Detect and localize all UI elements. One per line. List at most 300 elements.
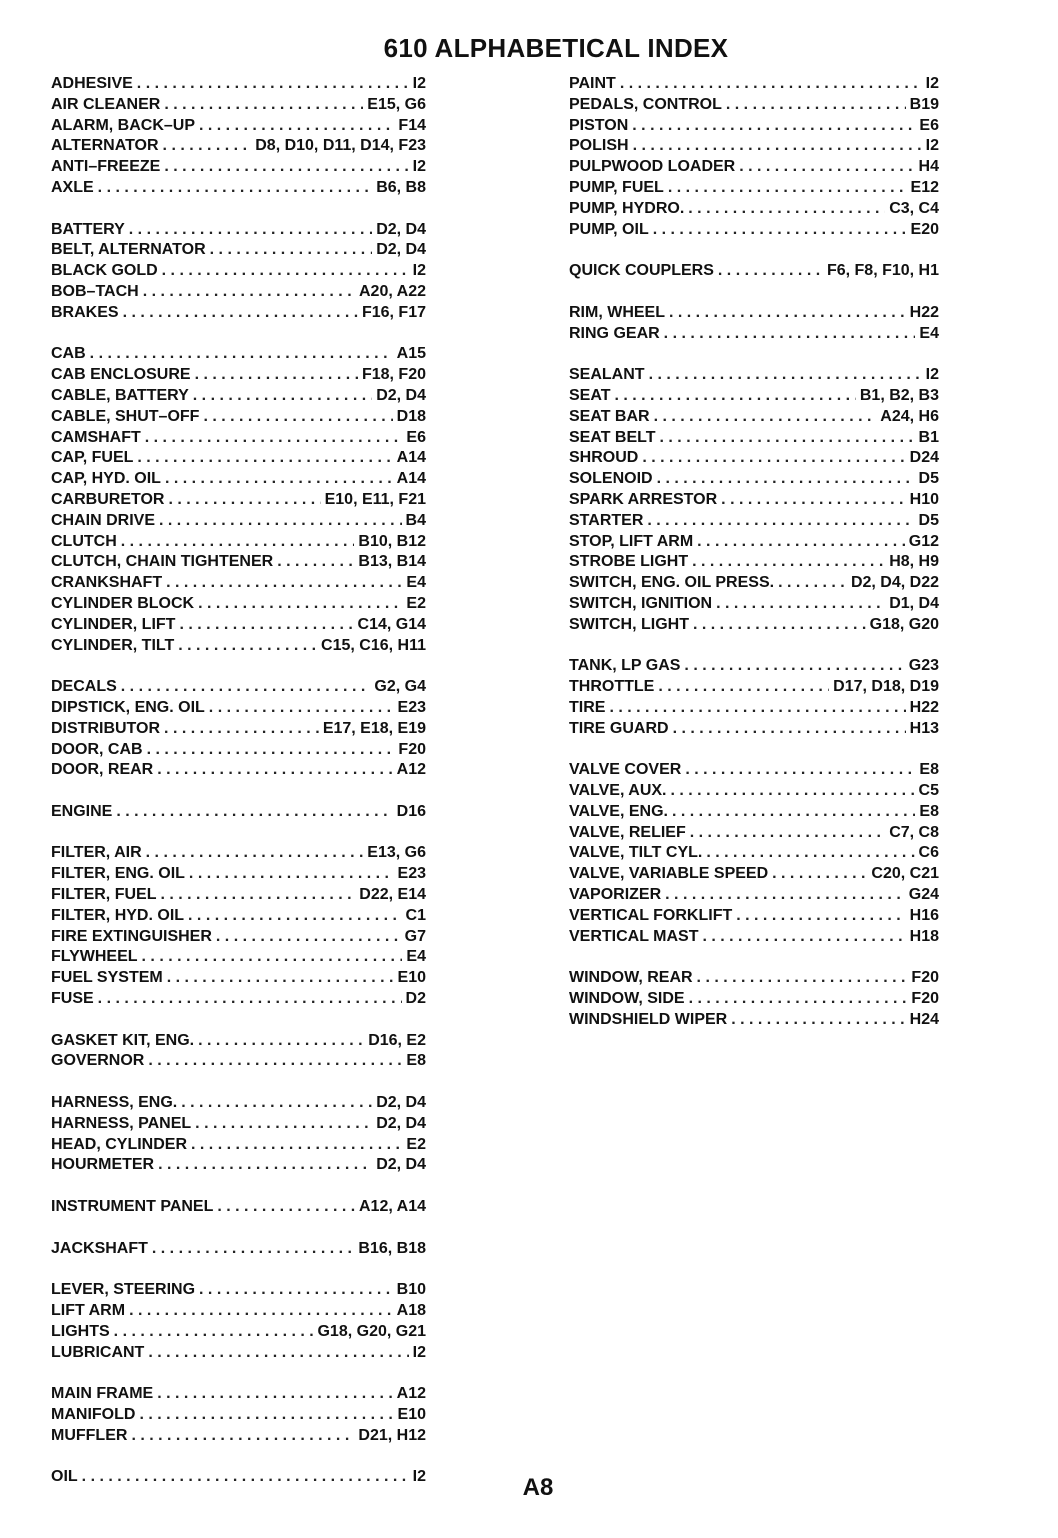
index-entry [51,261,426,282]
index-page-refs: A14 [396,470,426,488]
index-term: FILTER, ENG. OIL [51,865,185,883]
index-page-refs: A15 [396,345,426,363]
index-term: PUMP, FUEL [569,178,664,196]
index-term: BOB–TACH [51,282,139,300]
index-letter-group [51,1197,426,1218]
index-term: FILTER, AIR [51,844,142,862]
index-entry [51,116,426,137]
index-term: AIR CLEANER [51,95,161,113]
dot-leader [165,469,393,490]
index-term: CLUTCH [51,532,117,550]
dot-leader [673,719,906,740]
index-term: FUEL SYSTEM [51,969,163,987]
dot-leader [114,1322,314,1343]
index-term: VALVE, ENG. [569,802,668,820]
index-page-refs: H22 [909,698,939,716]
index-entry [51,178,426,199]
index-page-refs: G24 [908,886,939,904]
index-entry [51,740,426,761]
index-term: ANTI–FREEZE [51,158,161,176]
index-entry [51,927,426,948]
dot-leader [690,823,885,844]
index-term: CAMSHAFT [51,428,141,446]
dot-leader [739,157,914,178]
index-entry [569,365,939,386]
index-entry [51,95,426,116]
index-page-refs: F14 [398,116,426,134]
index-page-refs: G18, G20, G21 [317,1322,426,1340]
index-entry [51,407,426,428]
index-page-refs: C6 [918,844,939,862]
index-term: CARBURETOR [51,490,165,508]
index-term: CYLINDER, TILT [51,636,175,654]
index-page-refs: I2 [412,1468,426,1486]
dot-leader [647,511,914,532]
dot-leader [143,282,355,303]
index-term: FUSE [51,990,94,1008]
dot-leader [731,1010,905,1031]
index-entry [569,615,939,636]
index-term: DOOR, CAB [51,740,143,758]
index-entry [51,532,426,553]
index-term: SWITCH, IGNITION [569,594,713,612]
index-term: STROBE LIGHT [569,553,689,571]
dot-leader [181,1093,372,1114]
index-entry [51,1135,426,1156]
index-page-refs: B10 [396,1281,426,1299]
index-page-refs: H16 [909,906,939,924]
index-entry [51,157,426,178]
dot-leader [672,802,915,823]
index-entry [51,74,426,95]
index-page-refs: D2, D4 [376,241,426,259]
index-term: RIM, WHEEL [569,303,665,321]
index-page-refs: E6 [919,116,939,134]
index-page-refs: E17, E18, E19 [322,719,426,737]
dot-leader [632,116,915,137]
dot-leader [658,677,829,698]
index-term: LIGHTS [51,1322,110,1340]
index-term: FIRE EXTINGUISHER [51,927,212,945]
index-page-refs: B16, B18 [358,1239,426,1257]
index-entry [569,968,939,989]
index-entry [569,573,939,594]
dot-leader [98,989,402,1010]
index-entry [569,698,939,719]
index-term: VAPORIZER [569,886,662,904]
dot-leader [277,552,354,573]
index-page-refs: D2, D4 [376,386,426,404]
index-entry [569,906,939,927]
index-term: AXLE [51,178,94,196]
dot-leader [137,74,409,95]
index-page-refs: D5 [918,511,939,529]
index-letter-group [51,1239,426,1260]
index-term: GOVERNOR [51,1052,145,1070]
index-term: VERTICAL FORKLIFT [569,906,733,924]
index-page-refs: I2 [412,158,426,176]
index-entry [51,1426,426,1447]
index-entry [569,178,939,199]
index-term: OIL [51,1468,78,1486]
index-page-refs: E8 [919,802,939,820]
index-term: CAP, FUEL [51,449,134,467]
dot-leader [736,906,905,927]
dot-leader [195,365,358,386]
index-entry [569,719,939,740]
index-term: ALTERNATOR [51,137,159,155]
dot-leader [142,947,403,968]
dot-leader [160,885,355,906]
index-entry [51,365,426,386]
dot-leader [697,968,908,989]
dot-leader [152,1239,355,1260]
index-term: ADHESIVE [51,75,133,92]
dot-leader [129,1301,393,1322]
index-page-refs: E23 [397,698,426,716]
index-letter-group [51,1093,426,1176]
index-page-refs: C1 [405,906,426,924]
index-page-refs: E2 [406,1135,426,1153]
dot-leader [146,843,364,864]
dot-leader [123,303,358,324]
index-entry [569,407,939,428]
index-page-refs: H18 [909,927,939,945]
index-page-refs: G18, G20 [869,615,939,633]
index-page-refs: D2, D4 [376,1114,426,1132]
dot-leader [664,324,916,345]
index-term: PUMP, HYDRO. [569,199,685,217]
index-entry [51,220,426,241]
dot-leader [665,885,905,906]
index-term: JACKSHAFT [51,1239,148,1257]
index-term: PAINT [569,75,616,92]
index-entry [569,864,939,885]
dot-leader [145,428,403,449]
index-entry [51,719,426,740]
index-page-refs: I2 [412,75,426,92]
dot-leader [116,802,392,823]
index-page-refs: G12 [908,532,939,550]
index-entry [51,1280,426,1301]
index-term: MAIN FRAME [51,1385,154,1403]
index-entry [51,1114,426,1135]
index-page-refs: G2, G4 [374,678,426,696]
index-entry [51,594,426,615]
dot-leader [159,511,402,532]
index-term: VALVE, AUX. [569,782,667,800]
dot-leader [199,1280,393,1301]
dot-leader [191,1135,402,1156]
dot-leader [162,261,409,282]
index-page-refs: D2, D4 [376,1156,426,1174]
index-term: BATTERY [51,220,125,238]
index-page-refs: B1, B2, B3 [859,386,939,404]
index-page-refs: G23 [908,657,939,675]
dot-leader [193,386,372,407]
dot-leader [697,532,905,553]
dot-leader [668,178,907,199]
index-entry [569,490,939,511]
index-entry [569,677,939,698]
index-entry [51,573,426,594]
index-page-refs: C5 [918,782,939,800]
index-entry [51,1093,426,1114]
index-term: POLISH [569,137,629,155]
index-entry [51,947,426,968]
index-entry [569,428,939,449]
index-page-refs: A12 [396,1385,426,1403]
index-page-refs: E10 [397,969,426,987]
index-entry [51,906,426,927]
dot-leader [137,448,392,469]
dot-leader [179,615,353,636]
index-entry [569,303,939,324]
index-term: CABLE, BATTERY [51,386,189,404]
index-letter-group [51,677,426,781]
dot-leader [198,1031,364,1052]
index-page-refs: B19 [909,95,939,113]
index-term: INSTRUMENT PANEL [51,1198,214,1216]
index-page-refs: E20 [910,220,939,238]
index-entry [51,843,426,864]
index-term: TIRE GUARD [569,719,669,737]
dot-leader [203,407,392,428]
index-page-refs: E10 [397,1406,426,1423]
dot-leader [657,469,915,490]
dot-leader [217,1197,355,1218]
dot-leader [139,1405,393,1426]
index-entry [569,199,939,220]
index-term: SEAT BAR [569,407,650,425]
index-entry [569,843,939,864]
index-term: HEAD, CYLINDER [51,1135,188,1153]
index-entry [569,532,939,553]
index-page-refs: D2 [405,990,426,1008]
dot-leader [148,1051,402,1072]
index-page-refs: D24 [909,449,939,467]
index-page-refs: D21, H12 [358,1426,426,1444]
page-number: A8 [522,1474,554,1501]
dot-leader [692,552,885,573]
index-term: STOP, LIFT ARM [569,532,694,550]
index-page-refs: D22, E14 [359,886,426,904]
dot-leader [620,74,922,95]
index-entry [51,636,426,657]
index-entry [569,594,939,615]
index-page-refs: D2, D4, D22 [850,574,939,592]
index-term: MUFFLER [51,1426,128,1444]
index-term: WINDOW, REAR [569,969,693,987]
dot-leader [209,698,394,719]
index-page-refs: F16, F17 [361,303,426,321]
index-entry [51,490,426,511]
index-entry [51,885,426,906]
index-entry [569,448,939,469]
index-page-refs: D16 [396,802,426,820]
index-page-refs: G7 [404,927,426,945]
index-page-refs: A14 [396,449,426,467]
index-page-refs: E4 [919,324,939,342]
index-page-refs: E2 [406,594,426,612]
index-page-refs: C14, G14 [357,615,426,633]
index-term: HOURMETER [51,1156,155,1174]
index-entry [51,1031,426,1052]
index-page-refs: F6, F8, F10, H1 [826,262,939,280]
dot-leader [216,927,401,948]
index-entry [569,220,939,241]
index-page-refs: H22 [909,303,939,321]
index-page-refs: C15, C16, H11 [321,636,426,654]
index-term: CLUTCH, CHAIN TIGHTENER [51,553,274,571]
dot-leader [649,365,922,386]
index-entry [51,1197,426,1218]
index-entry [569,1010,939,1031]
index-entry [569,469,939,490]
index-term: CHAIN DRIVE [51,511,156,529]
dot-leader [654,407,877,428]
index-page-refs: A18 [396,1302,426,1320]
index-page-refs: I2 [925,137,939,155]
index-term: SEAT [569,386,611,404]
index-page-refs: H4 [918,158,939,176]
index-page-refs: E8 [919,761,939,779]
index-term: DISTRIBUTOR [51,719,161,737]
dot-leader [772,864,867,885]
index-term: SPARK ARRESTOR [569,490,718,508]
index-term: FLYWHEEL [51,948,138,966]
index-letter-group [569,760,939,947]
index-page-refs: C7, C8 [889,823,939,841]
dot-leader [685,760,915,781]
index-entry [51,615,426,636]
index-letter-group [51,74,426,199]
index-term: PUMP, OIL [569,220,649,238]
dot-leader [198,594,402,615]
dot-leader [167,968,394,989]
index-page-refs: E10, E11, F21 [324,490,426,508]
dot-leader [189,864,394,885]
index-entry [51,989,426,1010]
index-term: CAP, HYD. OIL [51,470,161,488]
index-entry [51,136,426,157]
index-entry [51,1155,426,1176]
index-term: BELT, ALTERNATOR [51,241,206,259]
dot-leader [688,199,885,220]
index-term: SEALANT [569,366,645,384]
index-entry [51,386,426,407]
index-letter-group [51,843,426,1009]
dot-leader [164,719,319,740]
dot-leader [706,843,914,864]
index-letter-group [569,656,939,739]
index-page-refs: D5 [918,470,939,488]
index-entry [569,324,939,345]
index-entry [51,282,426,303]
dot-leader [157,760,392,781]
index-letter-group [569,968,939,1030]
index-page-refs: A24, H6 [880,407,939,425]
index-entry [51,511,426,532]
dot-leader [129,220,372,241]
index-term: CRANKSHAFT [51,574,163,592]
index-page-refs: A12, A14 [359,1198,426,1216]
index-term: SWITCH, LIGHT [569,615,689,633]
index-term: WINDOW, SIDE [569,990,685,1008]
index-entry [569,823,939,844]
index-entry [51,1343,426,1364]
index-term: FILTER, HYD. OIL [51,906,185,924]
index-term: HARNESS, ENG. [51,1094,178,1112]
index-term: PISTON [569,116,629,134]
dot-leader [726,95,906,116]
index-term: PEDALS, CONTROL [569,95,722,113]
index-page-refs: I2 [412,1343,426,1361]
index-page-refs: E6 [406,428,426,446]
index-entry [51,240,426,261]
index-term: ENGINE [51,802,113,820]
index-page-refs: H8, H9 [889,553,939,571]
dot-leader [702,927,905,948]
index-entry [51,448,426,469]
index-entry [51,968,426,989]
dot-leader [660,428,915,449]
dot-leader [158,1155,372,1176]
index-entry [569,989,939,1010]
index-page-refs: H24 [909,1010,939,1028]
dot-leader [609,698,905,719]
index-letter-group [51,220,426,324]
index-letter-group [51,1384,426,1446]
index-entry [569,116,939,137]
index-entry [51,1405,426,1426]
dot-leader [188,906,402,927]
index-term: CABLE, SHUT–OFF [51,407,200,425]
index-letter-group [569,365,939,635]
index-term: SOLENOID [569,470,653,488]
index-entry [51,469,426,490]
index-page-refs: D1, D4 [889,594,939,612]
index-term: STARTER [569,511,644,529]
index-page-refs: I2 [412,262,426,280]
page-title: 610 ALPHABETICAL INDEX [383,33,729,64]
index-entry [51,1301,426,1322]
dot-leader [121,677,371,698]
index-term: CAB [51,345,86,363]
index-page-refs: E8 [406,1052,426,1070]
index-term: CAB ENCLOSURE [51,366,191,384]
dot-leader [148,1343,408,1364]
index-page-refs: D18 [396,407,426,425]
index-term: DECALS [51,678,117,696]
index-term: THROTTLE [569,678,655,696]
dot-leader [195,1114,372,1135]
dot-leader [210,240,373,261]
index-term: HARNESS, PANEL [51,1114,192,1132]
index-entry [51,344,426,365]
dot-leader [671,781,915,802]
index-page-refs: D2, D4 [376,220,426,238]
index-page-refs: H10 [909,490,939,508]
dot-leader [163,136,252,157]
index-term: LUBRICANT [51,1343,145,1361]
index-entry [51,552,426,573]
index-term: VERTICAL MAST [569,927,699,945]
index-letter-group [569,261,939,282]
index-page-refs: B1 [918,428,939,446]
index-entry [569,885,939,906]
index-page-refs: H13 [909,719,939,737]
